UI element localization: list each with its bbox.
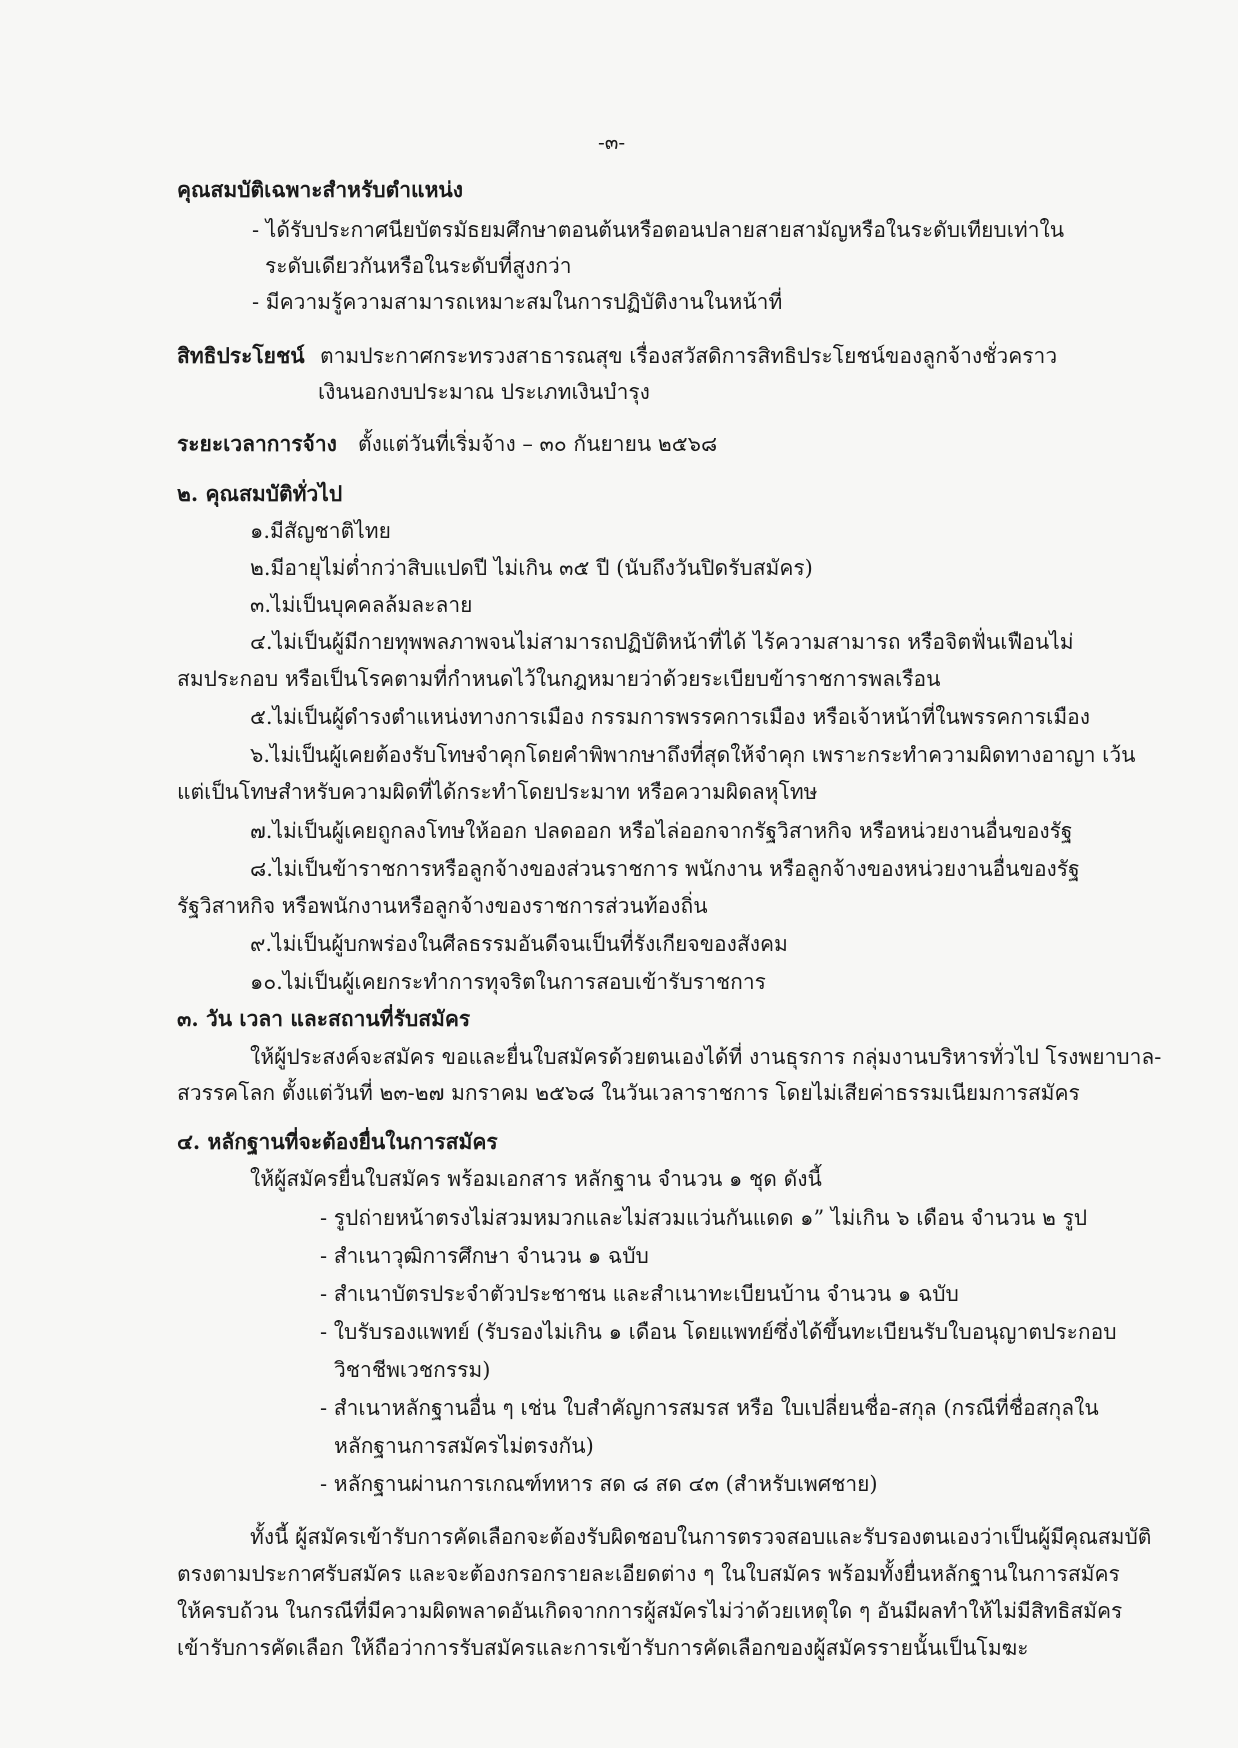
specific-qualification-line: - มีความรู้ความสามารถเหมาะสมในการปฏิบัติงานในหน้าที่: [252, 290, 783, 314]
general-qualification-line: ๑.มีสัญชาติไทย: [250, 519, 391, 543]
general-qualification-line: ๒.มีอายุไม่ต่ำกว่าสิบแปดปี ไม่เกิน ๓๕ ปี (นับถึงวันปิดรับสมัคร): [250, 556, 813, 580]
page-number: -๓-: [598, 130, 626, 154]
application-place-heading: ๓. วัน เวลา และสถานที่รับสมัคร: [177, 1006, 471, 1031]
general-qualification-line: ๙.ไม่เป็นผู้บกพร่องในศีลธรรมอันดีจนเป็นที่รังเกียจของสังคม: [250, 932, 788, 956]
closing-line: ตรงตามประกาศรับสมัคร และจะต้องกรอกรายละเอียดต่าง ๆ ในใบสมัคร พร้อมทั้งยื่นหลักฐานในการสมัคร: [177, 1562, 1120, 1586]
application-place-line: ให้ผู้ประสงค์จะสมัคร ขอและยื่นใบสมัครด้วยตนเองได้ที่ งานธุรการ กลุ่มงานบริหารทั่วไป โรงพยาบาล-: [250, 1045, 1162, 1069]
document-item: - สำเนาหลักฐานอื่น ๆ เช่น ใบสำคัญการสมรส หรือ ใบเปลี่ยนชื่อ-สกุล (กรณีที่ชื่อสกุลใน: [320, 1396, 1099, 1420]
closing-line: เข้ารับการคัดเลือก ให้ถือว่าการรับสมัครและการเข้ารับการคัดเลือกของผู้สมัครรายนั้นเป็นโมฆะ: [177, 1636, 1029, 1660]
application-place-line: สวรรคโลก ตั้งแต่วันที่ ๒๓-๒๗ มกราคม ๒๕๖๘ ในวันเวลาราชการ โดยไม่เสียค่าธรรมเนียมการสมัคร: [177, 1081, 1080, 1105]
employment-period-text: ตั้งแต่วันที่เริ่มจ้าง – ๓๐ กันยายน ๒๕๖๘: [358, 432, 718, 456]
document-item: วิชาชีพเวชกรรม): [334, 1358, 491, 1382]
general-qualification-line: ๓.ไม่เป็นบุคคลล้มละลาย: [250, 593, 473, 617]
general-qualification-line: แต่เป็นโทษสำหรับความผิดที่ได้กระทำโดยประมาท หรือความผิดลหุโทษ: [177, 780, 818, 804]
documents-intro: ให้ผู้สมัครยื่นใบสมัคร พร้อมเอกสาร หลักฐาน จำนวน ๑ ชุด ดังนี้: [250, 1167, 822, 1191]
general-qualification-line: รัฐวิสาหกิจ หรือพนักงานหรือลูกจ้างของราชการส่วนท้องถิ่น: [177, 894, 708, 918]
document-item: - สำเนาวุฒิการศึกษา จำนวน ๑ ฉบับ: [320, 1244, 649, 1268]
specific-qualification-line: ระดับเดียวกันหรือในระดับที่สูงกว่า: [265, 254, 572, 278]
document-item: หลักฐานการสมัครไม่ตรงกัน): [334, 1434, 594, 1458]
document-item: - รูปถ่ายหน้าตรงไม่สวมหมวกและไม่สวมแว่นกันแดด ๑” ไม่เกิน ๖ เดือน จำนวน ๒ รูป: [320, 1206, 1088, 1230]
document-item: - สำเนาบัตรประจำตัวประชาชน และสำเนาทะเบียนบ้าน จำนวน ๑ ฉบับ: [320, 1282, 959, 1306]
general-qualification-line: ๕.ไม่เป็นผู้ดำรงตำแหน่งทางการเมือง กรรมการพรรคการเมือง หรือเจ้าหน้าที่ในพรรคการเมือง: [250, 705, 1091, 729]
closing-line: ทั้งนี้ ผู้สมัครเข้ารับการคัดเลือกจะต้องรับผิดชอบในการตรวจสอบและรับรองตนเองว่าเป็นผู้มีคุณสมบัติ: [250, 1525, 1152, 1549]
closing-line: ให้ครบถ้วน ในกรณีที่มีความผิดพลาดอันเกิดจากการผู้สมัครไม่ว่าด้วยเหตุใด ๆ อันมีผลทำให้ไม่มีสิทธิสมัคร: [177, 1599, 1123, 1623]
general-qualification-line: สมประกอบ หรือเป็นโรคตามที่กำหนดไว้ในกฎหมายว่าด้วยระเบียบข้าราชการพลเรือน: [177, 667, 941, 691]
document-item: - หลักฐานผ่านการเกณฑ์ทหาร สด ๘ สด ๔๓ (สำหรับเพศชาย): [320, 1472, 878, 1496]
benefits-label: สิทธิประโยชน์: [177, 343, 305, 368]
benefits-text: เงินนอกงบประมาณ ประเภทเงินบำรุง: [318, 380, 650, 404]
general-qualification-line: ๖.ไม่เป็นผู้เคยต้องรับโทษจำคุกโดยคำพิพากษาถึงที่สุดให้จำคุก เพราะกระทำความผิดทางอาญา เว้น: [250, 743, 1136, 767]
general-qualification-line: ๑๐.ไม่เป็นผู้เคยกระทำการทุจริตในการสอบเข้ารับราชการ: [250, 970, 766, 994]
document-item: - ใบรับรองแพทย์ (รับรองไม่เกิน ๑ เดือน โดยแพทย์ซึ่งได้ขึ้นทะเบียนรับใบอนุญาตประกอบ: [320, 1320, 1117, 1344]
general-qualification-line: ๗.ไม่เป็นผู้เคยถูกลงโทษให้ออก ปลดออก หรือไล่ออกจากรัฐวิสาหกิจ หรือหน่วยงานอื่นของรัฐ: [250, 819, 1073, 843]
benefits-text: ตามประกาศกระทรวงสาธารณสุข เรื่องสวัสดิการสิทธิประโยชน์ของลูกจ้างชั่วคราว: [320, 344, 1058, 368]
general-qualifications-heading: ๒. คุณสมบัติทั่วไป: [177, 481, 343, 506]
specific-qualifications-heading: คุณสมบัติเฉพาะสำหรับตำแหน่ง: [177, 177, 464, 202]
documents-heading: ๔. หลักฐานที่จะต้องยื่นในการสมัคร: [177, 1129, 498, 1154]
general-qualification-line: ๔.ไม่เป็นผู้มีกายทุพพลภาพจนไม่สามารถปฏิบัติหน้าที่ได้ ไร้ความสามารถ หรือจิตฟั่นเฟือนไม่: [250, 630, 1074, 654]
employment-period-label: ระยะเวลาการจ้าง: [177, 431, 337, 456]
general-qualification-line: ๘.ไม่เป็นข้าราชการหรือลูกจ้างของส่วนราชการ พนักงาน หรือลูกจ้างของหน่วยงานอื่นของรัฐ: [250, 857, 1080, 881]
specific-qualification-line: - ได้รับประกาศนียบัตรมัธยมศึกษาตอนต้นหรือตอนปลายสายสามัญหรือในระดับเทียบเท่าใน: [252, 218, 1065, 242]
